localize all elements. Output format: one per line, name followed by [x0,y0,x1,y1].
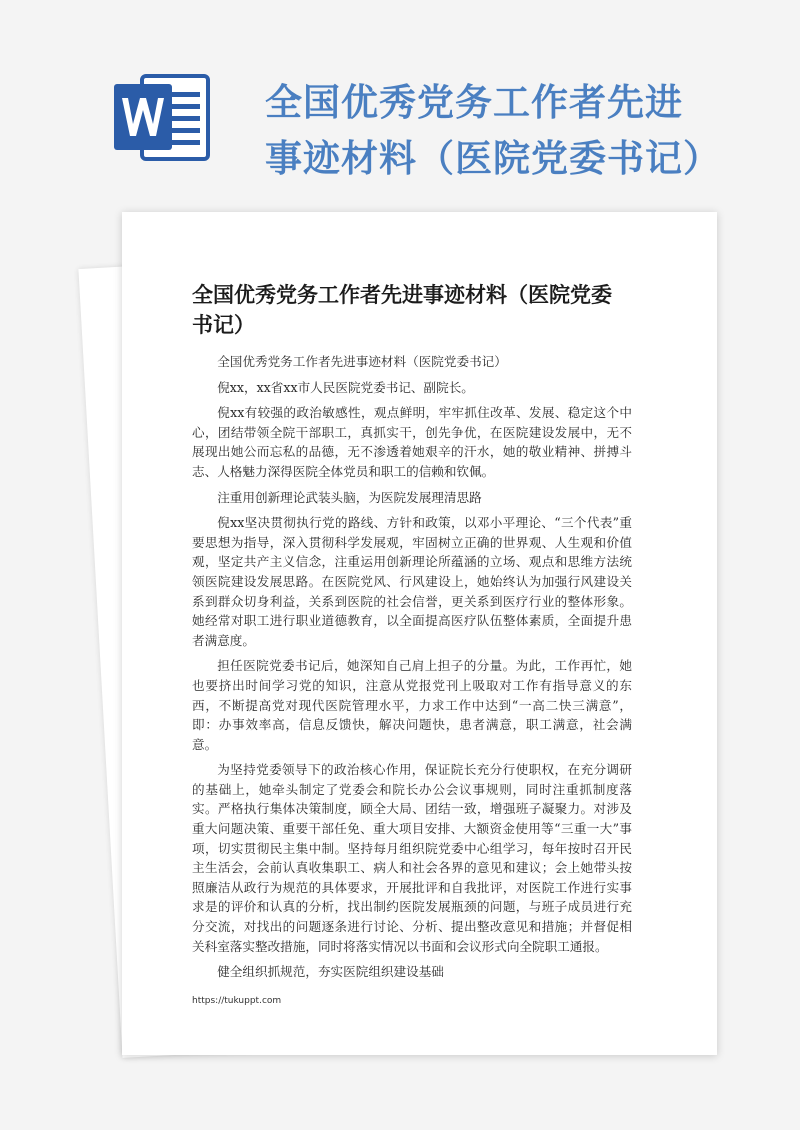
section-heading: 注重用创新理论武装头脑，为医院发展理清思路 [217,489,482,505]
header-title: 全国优秀党务工作者先进事迹材料（医院党委书记） [265,81,721,180]
document-title: 全国优秀党务工作者先进事迹材料（医院党委书记） [192,282,612,337]
paragraph: 倪xx坚决贯彻执行党的路线、方针和政策，以邓小平理论、“三个代表”重要思想为指导，深入贯彻科学发展观，牢固树立正确的世界观、人生观和价值观，坚定共产主义信念，注重运用创新理论所蕴涵的立场、观点和思维方法统领医院建设发展思路。在医院党风、行风建设上，她始终认为加强行风建设关系到群众切身利益，关系到医院的社会信誉，更关系到医疗行业的整体形象。她经常对职工进行职业道德教育，以全面提高医疗队伍整体素质，全面提升患者满意度。 [192,515,632,648]
document-body [192,352,632,988]
footer-url[interactable]: https://tukuppt.com [192,996,282,1006]
paragraph: 担任医院党委书记后，她深知自己肩上担子的分量。为此，工作再忙，她也要挤出时间学习党的知识，注意从党报党刊上吸取对工作有指导意义的东西，不断提高党对现代医院管理水平，力求工作中达到“一高二快三满意”，即：办事效率高，信息反馈快，解决问题快，患者满意，职工满意，社会满意。 [192,658,632,752]
paragraph: 倪xx，xx省xx市人民医院党委书记、副院长。 [217,379,474,395]
paragraph: 全国优秀党务工作者先进事迹材料（医院党委书记） [217,354,507,369]
paragraph: 为坚持党委领导下的政治核心作用，保证院长充分行使职权，在充分调研的基础上，她牵头制定了党委会和院长办公会议事规则，同时注重抓制度落实。严格执行集体决策制度，顾全大局、团结一致，增强班子凝聚力。对涉及重大问题决策、重要干部任免、重大项目安排、大额资金使用等“三重一大”事项，切实贯彻民主集中制。坚持每月组织院党委中心组学习，每年按时召开民主生活会，会前认真收集职工、病人和社会各界的意见和建议；会上她带头按照廉洁从政行为规范的具体要求，开展批评和自我批评，对医院工作进行实事求是的评价和认真的分析，找出制约医院发展瓶颈的问题，与班子成员进行充分交流，对找出的问题逐条进行讨论、分析、提出整改意见和措施；并督促相关科室落实整改措施，同时将落实情况以书面和会议形式向全院职工通报。 [192,762,632,954]
paragraph: 倪xx有较强的政治敏感性，观点鲜明，牢牢抓住改革、发展、稳定这个中心，团结带领全院干部职工，真抓实干，创先争优，在医院建设发展中，无不展现出她公而忘私的品德，无不渗透着她艰辛的汗水，她的敬业精神、拼搏斗志、人格魅力深得医院全体党员和职工的信赖和钦佩。 [192,405,632,479]
section-heading: 健全组织抓规范，夯实医院组织建设基础 [217,964,444,980]
word-document-icon [112,70,212,165]
